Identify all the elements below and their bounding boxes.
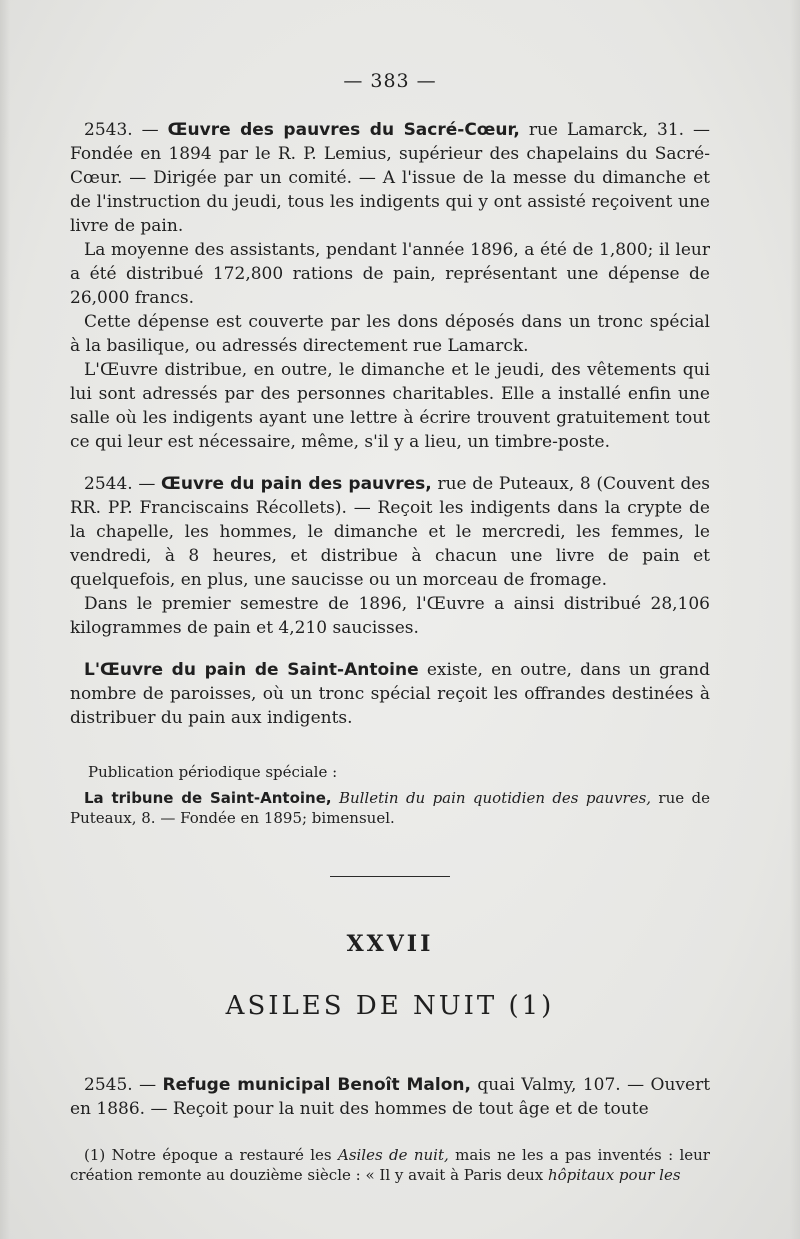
entry-title: Œuvre des pauvres du Sacré-Cœur, — [167, 120, 520, 140]
entry-2544 — [70, 472, 710, 640]
entry-dash: — — [139, 1075, 157, 1095]
entry-text: rue de Puteaux, 8 (Couvent des RR. PP. Franciscains Récollets). — Reçoit les indigents dans la crypte de la chapelle, les hommes, le dimanche et le mercredi, les femmes, le vendredi, à 8 heures, et distribue à chacun une livre de pain et quelquefois, en plus, une saucisse ou un morceau de fromage. — [70, 474, 711, 590]
entry-2545-intro — [70, 1073, 710, 1121]
chapter-title: ASILES DE NUIT — [225, 991, 498, 1021]
publication-details: rue de Puteaux, 8. — Fondée en 1895; bimensuel. — [70, 789, 710, 827]
entry-text: quai Valmy, 107. — Ouvert en 1886. — Reçoit pour la nuit des hommes de tout âge et de toute — [70, 1075, 711, 1119]
publication-title: La tribune de Saint-Antoine, — [84, 789, 332, 807]
saint-antoine-paragraph — [70, 658, 710, 730]
chapter-heading — [70, 991, 710, 1021]
footnote — [70, 1145, 710, 1185]
entry-2544-paragraph-2: Dans le premier semestre de 1896, l'Œuvre a ainsi distribué 28,106 kilogrammes de pain et 4,210 saucisses. — [70, 594, 710, 638]
page-edge-right — [790, 0, 800, 1239]
entry-2544-intro — [70, 472, 710, 592]
chapter-number: XXVII — [346, 931, 434, 957]
section-divider — [330, 876, 450, 877]
entry-2543 — [70, 118, 710, 454]
publication-label: Publication périodique spéciale : — [88, 763, 338, 781]
page-number: — 383 — — [343, 70, 437, 92]
entry-dash: — — [138, 474, 156, 494]
page-content — [70, 70, 710, 1185]
footnote-mark: (1) — [84, 1146, 106, 1164]
footnote-text-a: Notre époque a restauré les — [111, 1146, 332, 1164]
entry-number: 2543. — [84, 120, 133, 140]
entry-text: rue Lamarck, 31. — Fondée en 1894 par le R. P. Lemius, supérieur des chapelains du Sacré-Cœur. — Dirigée par un comité. — A l'issue de la messe du dimanche et de l'instruction du jeudi, tous les indigents qui y ont assisté reçoivent une livre de pain. — [70, 120, 711, 236]
entry-title: Refuge municipal Benoît Malon, — [162, 1075, 471, 1095]
entry-2543-paragraph-4: L'Œuvre distribue, en outre, le dimanche et le jeudi, des vêtements qui lui sont adressés par des personnes charitables. Elle a installé enfin une salle où les indigents ayant une lettre à écrire trouvent gratuitement tout ce qui leur est nécessaire, même, s'il y a lieu, un timbre-poste. — [70, 360, 710, 452]
publication-entry — [70, 788, 710, 828]
footnote-text-b: mais ne les a pas inventés : leur création remonte au douzième siècle : « Il y avait à Paris deux — [70, 1146, 710, 1184]
entry-title: Œuvre du pain des pauvres, — [161, 474, 432, 494]
publication-subtitle: Bulletin du pain quotidien des pauvres, — [338, 789, 652, 807]
footnote-italic-a: Asiles de nuit, — [337, 1146, 449, 1164]
entry-2543-intro — [70, 118, 710, 238]
entry-dash: — — [141, 120, 159, 140]
footnote-italic-b: hôpitaux pour les — [547, 1166, 681, 1184]
saint-antoine-text-block — [70, 658, 710, 730]
footnote-reference: (1) — [508, 991, 555, 1021]
entry-number: 2544. — [84, 474, 133, 494]
entry-number: 2545. — [84, 1075, 133, 1095]
entry-2543-paragraph-2: La moyenne des assistants, pendant l'année 1896, a été de 1,800; il leur a été distribué 172,800 rations de pain, représentant une dépense de 26,000 francs. — [70, 240, 710, 308]
entry-2543-paragraph-3: Cette dépense est couverte par les dons déposés dans un tronc spécial à la basilique, ou adressés directement rue Lamarck. — [70, 312, 710, 356]
entry-2545 — [70, 1073, 710, 1121]
page-edge-left — [0, 0, 10, 1239]
saint-antoine-text: existe, en outre, dans un grand nombre de paroisses, où un tronc spécial reçoit les offrandes destinées à distribuer du pain aux indigents. — [70, 660, 710, 728]
saint-antoine-title: L'Œuvre du pain de Saint-Antoine — [84, 660, 419, 680]
